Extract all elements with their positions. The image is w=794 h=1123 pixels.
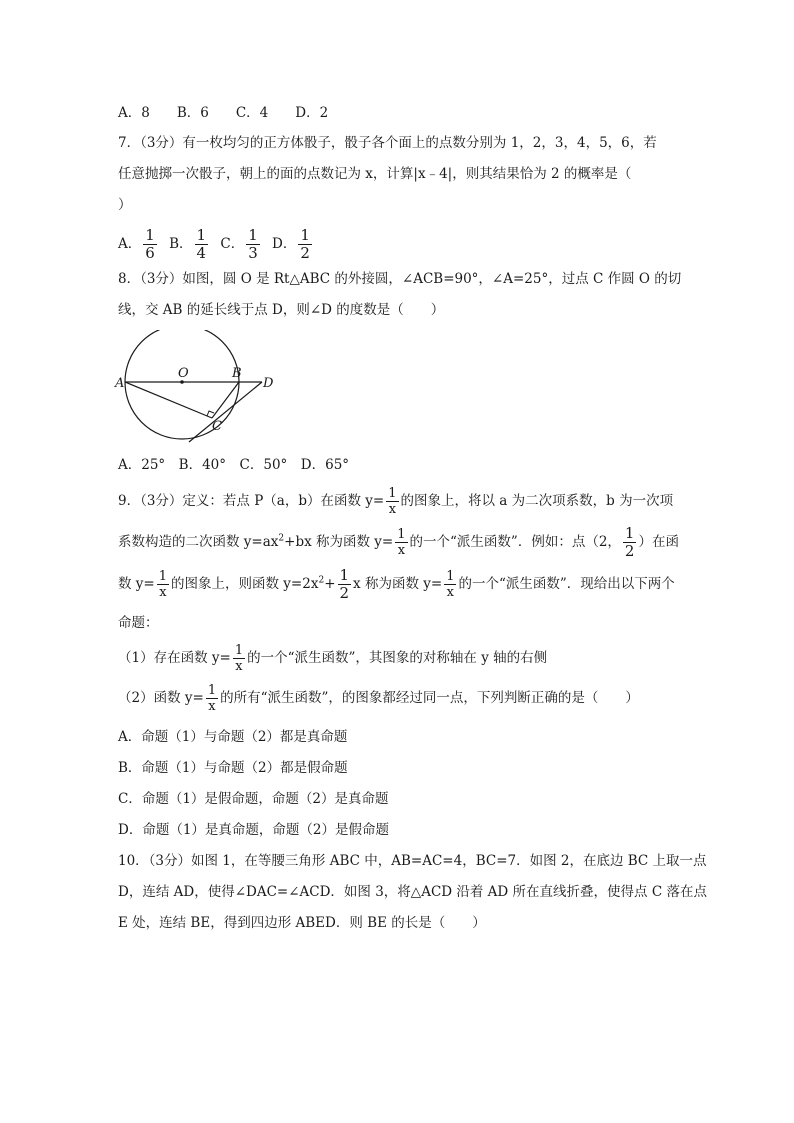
fraction-numerator: 1 [234, 643, 244, 658]
fraction-denominator: x [208, 699, 216, 714]
label-a: A [115, 376, 125, 391]
q9-text: x 称为函数 y= [353, 576, 443, 592]
fraction-denominator: x [159, 585, 167, 600]
q7-option-c-label: C． [220, 236, 245, 252]
label-b: B [232, 366, 242, 381]
q7-line-3: ） [118, 197, 132, 213]
exponent: 2 [318, 575, 325, 586]
fraction-numerator: 1 [339, 566, 350, 584]
q9-text: 的一个“派生函数”．现给出以下两个 [458, 576, 675, 592]
tangent-line [189, 382, 262, 442]
q9-option-c: C．命题（1）是假命题，命题（2）是真命题 [118, 791, 389, 807]
fraction-denominator: 2 [339, 584, 350, 602]
fraction-numerator: 1 [158, 569, 168, 584]
segment-ac [125, 382, 212, 418]
fraction-denominator: x [235, 659, 243, 674]
q9-text: （1）存在函数 y= [118, 650, 231, 666]
fraction-numerator: 1 [248, 226, 258, 244]
q9-text: 数 y= [118, 576, 155, 592]
q7-option-d-fraction [298, 228, 312, 261]
fraction-denominator: x [446, 585, 454, 600]
q9-text: 的所有“派生函数”，的图象都经过同一点，下列判断正确的是（ ） [220, 690, 639, 706]
q9-line-4: 命题： [118, 615, 159, 631]
q9-line-1 [118, 483, 673, 519]
fraction-denominator: x [397, 543, 406, 558]
fraction-numerator: 1 [388, 486, 397, 501]
fraction-denominator: x [388, 502, 397, 517]
exponent: 2 [278, 533, 285, 544]
label-o: O [178, 366, 189, 381]
fraction-one-over-x [233, 644, 245, 673]
fraction-numerator: 1 [624, 524, 635, 542]
q7-option-d-label: D． [272, 236, 297, 252]
fraction-one-over-x [444, 570, 456, 599]
q9-text: 系数构造的二次函数 y=ax [118, 534, 279, 550]
fraction-one-half [338, 568, 352, 601]
q9-text: （2）函数 y= [118, 690, 204, 706]
q8-options: A．25° B．40° C．50° D．65° [118, 457, 350, 473]
q9-proposition-1 [118, 640, 547, 676]
q8-line-2: 线，交 AB 的延长线于点 D，则∠D 的度数是（ ） [118, 302, 445, 318]
q9-text: 的图象上，则函数 y=2x [171, 576, 319, 592]
fraction-numerator: 1 [207, 683, 217, 698]
fraction-one-over-x [206, 684, 218, 713]
q7-option-a-fraction [143, 228, 157, 261]
q7-option-b-fraction [195, 228, 209, 261]
q7-option-a-label: A． [118, 236, 142, 252]
q9-text: 9．（3分）定义：若点 P（a，b）在函数 y= [118, 493, 385, 509]
q10-line-2: D，连结 AD，使得∠DAC=∠ACD．如图 3，将△ACD 沿着 AD 所在直线折叠，使得点 C 落在点 [118, 884, 707, 900]
q7-option-b-label: B． [169, 236, 193, 252]
q9-option-b: B．命题（1）与命题（2）都是假命题 [118, 760, 348, 776]
q9-line-3 [118, 566, 675, 602]
fraction-numerator: 1 [145, 226, 155, 244]
q7-line-2: 任意抛掷一次骰子，朝上的面的点数记为 x，计算|x﹣4|，则其结果恰为 2 的概率是（ [118, 166, 632, 182]
q9-text: 的图象上，将以 a 为二次项系数，b 为一次项 [400, 493, 674, 509]
fraction-one-over-x [157, 570, 169, 599]
label-c: C [212, 419, 222, 434]
q6-options: A．8 B．6 C．4 D．2 [118, 105, 329, 121]
q7-options [118, 226, 314, 262]
fraction-numerator: 1 [196, 226, 207, 244]
q9-option-a: A．命题（1）与命题（2）都是真命题 [118, 729, 348, 745]
q9-text: +bx 称为函数 y= [284, 534, 394, 550]
fraction-one-half [623, 526, 637, 559]
q8-line-1: 8．（3分）如图，圆 O 是 Rt△ABC 的外接圆，∠ACB=90°，∠A=25°，过点 C 作圆 O 的切 [118, 271, 682, 287]
right-angle-mark [207, 411, 214, 416]
q7-line-1: 7．（3分）有一枚均匀的正方体骰子，骰子各个面上的点数分别为 1，2，3，4，5，6，若 [118, 135, 657, 151]
q9-text: 的一个“派生函数”，其图象的对称轴在 y 轴的右侧 [247, 650, 548, 666]
fraction-numerator: 1 [300, 226, 310, 244]
fraction-denominator: 2 [300, 244, 310, 262]
q9-text: 的一个“派生函数”．例如：点（2， [409, 534, 621, 550]
q9-proposition-2 [118, 680, 639, 716]
fraction-denominator: 4 [196, 244, 207, 262]
fraction-denominator: 6 [145, 244, 155, 262]
q8-circle-figure [112, 330, 282, 450]
q9-text: ）在函 [638, 534, 679, 550]
fraction-denominator: 3 [248, 244, 258, 262]
q10-line-3: E 处，连结 BE，得到四边形 ABED．则 BE 的长是（ ） [118, 915, 486, 931]
fraction-one-over-x [395, 528, 407, 557]
fraction-numerator: 1 [446, 569, 455, 584]
q7-option-c-fraction [246, 228, 260, 261]
label-d: D [263, 376, 274, 391]
q9-option-d: D．命题（1）是真命题，命题（2）是假命题 [118, 822, 390, 838]
q9-line-2 [118, 524, 679, 560]
fraction-denominator: 2 [624, 542, 635, 560]
fraction-one-over-x [386, 487, 398, 516]
fraction-numerator: 1 [397, 527, 406, 542]
q10-line-1: 10．（3分）如图 1，在等腰三角形 ABC 中，AB=AC=4，BC=7．如图 2，在底边 BC 上取一点 [118, 853, 707, 869]
q9-text: + [324, 576, 336, 592]
